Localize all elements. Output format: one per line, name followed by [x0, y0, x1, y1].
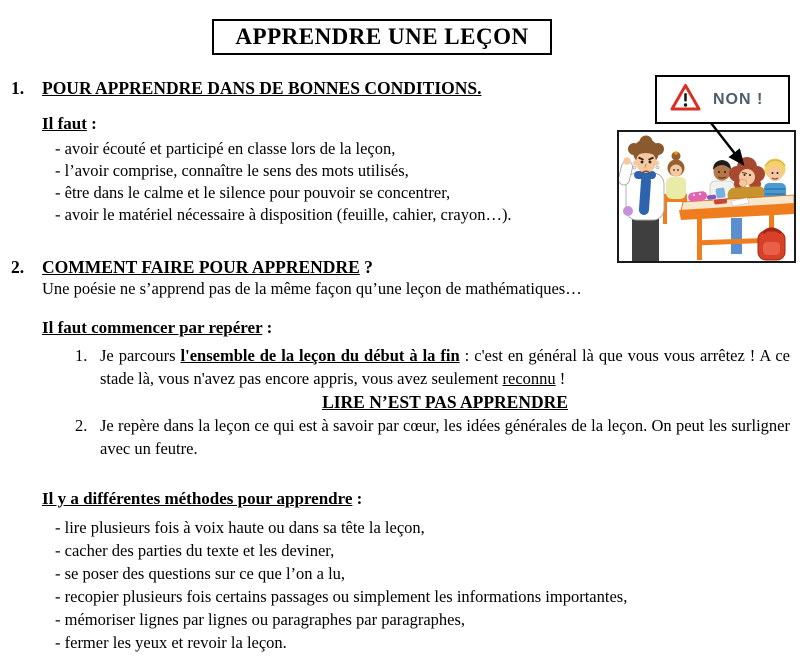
- section2-number: 2.: [11, 257, 25, 277]
- section2-intro: Une poésie ne s’apprend pas de la même façon qu’une leçon de mathématiques…: [42, 279, 582, 298]
- list-item: - fermer les yeux et revoir la leçon.: [55, 633, 287, 652]
- section1-intro: [42, 114, 800, 134]
- list-item: - recopier plusieurs fois certains passages ou simplement les informations importantes,: [55, 587, 628, 606]
- step2-number: 2.: [75, 416, 88, 435]
- step1-part2: : c'est en général là que vous vous arrêtez ! A ce stade là, vous n'avez pas encore appris, vous avez seulement: [100, 346, 791, 388]
- step1-reconnu: reconnu: [502, 368, 556, 388]
- list-item: - avoir le matériel nécessaire à disposition (feuille, cahier, crayon…).: [55, 205, 512, 224]
- section1-intro-bold: Il faut: [42, 114, 87, 133]
- list-item: - l’avoir comprise, connaître le sens des mots utilisés,: [55, 161, 409, 180]
- section1-title: POUR APPRENDRE DANS DE BONNES CONDITIONS.: [42, 78, 482, 98]
- list-item: - cacher des parties du texte et les deviner,: [55, 541, 335, 560]
- list-item: - avoir écouté et participé en classe lors de la leçon,: [55, 139, 396, 158]
- list-item: - mémoriser lignes par lignes ou paragraphes par paragraphes,: [55, 610, 466, 629]
- methods-subhead: [42, 489, 800, 509]
- reperer-suffix: :: [262, 318, 273, 337]
- section2-title: [42, 257, 373, 278]
- lire-banner: LIRE N’EST PAS APPRENDRE: [322, 392, 568, 412]
- page-title: APPRENDRE UNE LEÇON: [212, 19, 552, 55]
- step1-text: [100, 345, 790, 390]
- section2-title-underlined: COMMENT FAIRE POUR APPRENDRE: [42, 257, 360, 277]
- section2-heading: [0, 257, 800, 278]
- section1-number: 1.: [11, 78, 25, 98]
- step1-number: 1.: [75, 346, 88, 365]
- reperer-subhead: [42, 318, 800, 338]
- step1-part1: Je parcours: [100, 346, 181, 365]
- list-item: - lire plusieurs fois à voix haute ou dans sa tête la leçon,: [55, 518, 425, 537]
- non-label: NON !: [713, 90, 764, 108]
- methods-bold: Il y a différentes méthodes pour apprendre: [42, 489, 353, 508]
- list-item: - se poser des questions sur ce que l’on a lu,: [55, 564, 346, 583]
- list-item: - être dans le calme et le silence pour pouvoir se concentrer,: [55, 183, 451, 202]
- section2-title-suffix: ?: [359, 257, 373, 277]
- document-body: [0, 78, 800, 654]
- section1-heading: [0, 78, 800, 99]
- section1-intro-suffix: :: [86, 114, 97, 133]
- step2-text: Je repère dans la leçon ce qui est à savoir par cœur, les idées générales de la leçon. On peut les surligner avec un feutre.: [100, 416, 790, 458]
- methods-list: [55, 516, 800, 654]
- reperer-bold: Il faut commencer par repérer: [42, 318, 263, 337]
- step1-part3: !: [555, 368, 566, 388]
- step-1: [75, 345, 790, 390]
- step-2: [75, 415, 790, 460]
- step1-key-phrase: l'ensemble de la leçon du début à la fin: [180, 346, 460, 365]
- section1-list: [55, 138, 800, 226]
- methods-suffix: :: [352, 489, 363, 508]
